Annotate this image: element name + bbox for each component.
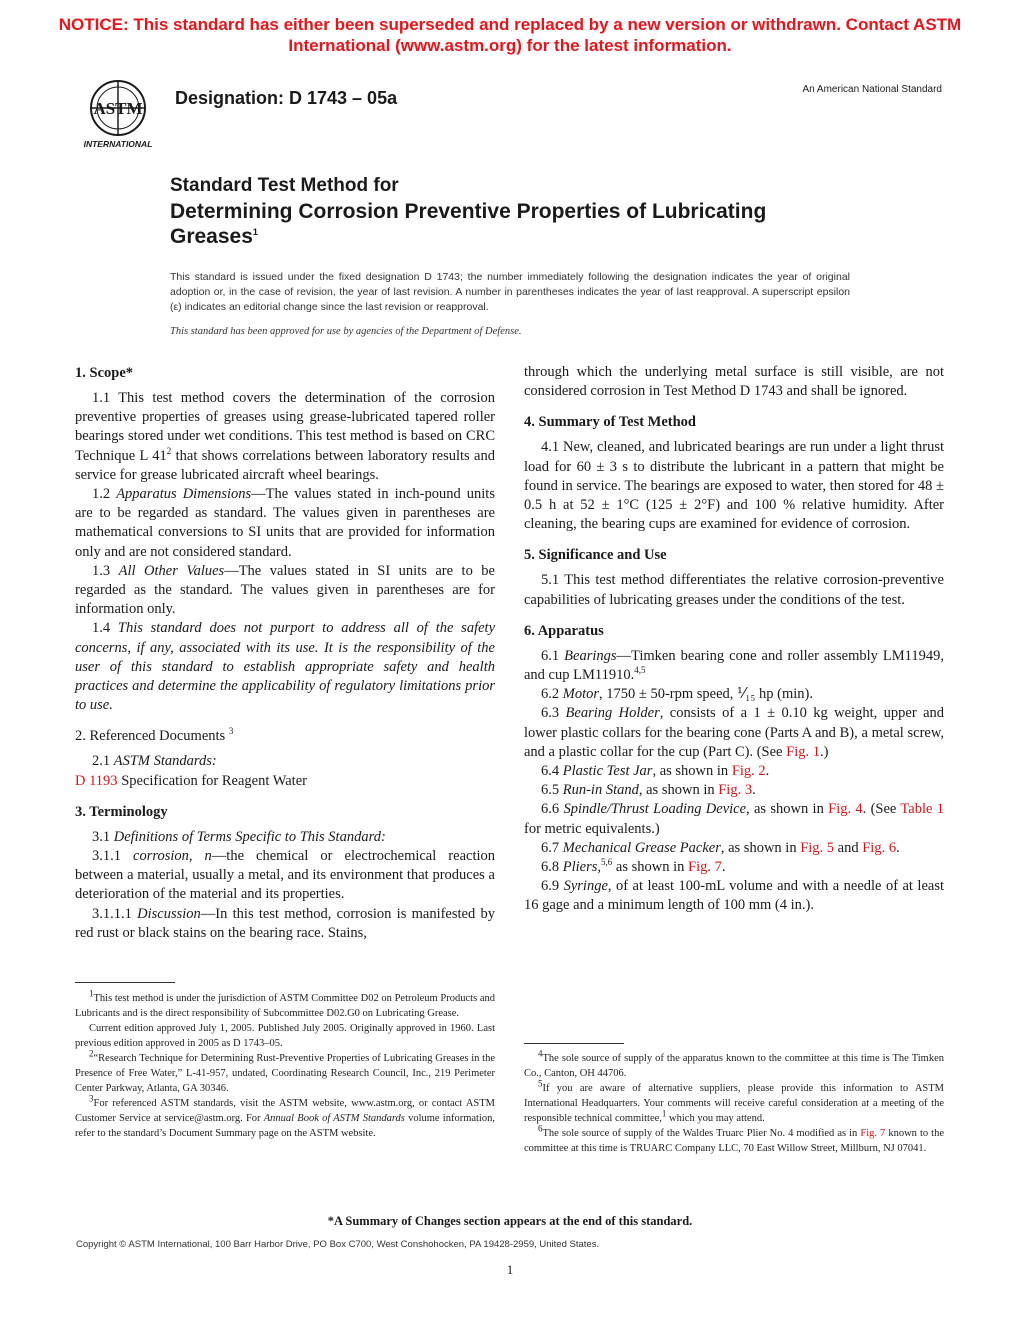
footnote-fig-7-link[interactable]: Fig. 7 <box>860 1128 886 1139</box>
section-1-heading: 1. Scope* <box>75 365 133 381</box>
section-4-heading: 4. Summary of Test Method <box>524 414 696 431</box>
title-line-1: Standard Test Method for <box>170 175 399 196</box>
fig-7-link[interactable]: Fig. 7 <box>688 859 722 876</box>
fig-6-link[interactable]: Fig. 6 <box>862 839 897 856</box>
footnote-rule-left <box>75 982 175 983</box>
notice-line-1: NOTICE: This standard has either been superseded and replaced by a new version or withdrawn. Contact ASTM <box>58 15 962 34</box>
reference-d1193: D 1193 Specification for Reagent Water <box>75 772 307 789</box>
para-6-9: 6.9 Syringe, of at least 100-mL volume and with a needle of at least 16 gage and a minimum length of 100 mm (4 in.). <box>524 878 944 914</box>
para-6-5: 6.5 Run-in Stand, as shown in Fig. 3. <box>541 782 756 799</box>
notice-banner <box>40 14 980 56</box>
para-6-3: 6.3 Bearing Holder, consists of a 1 ± 0.10 kg weight, upper and lower plastic collars for the bearing cone (Parts A and B), a metal screw, and a plastic collar for the cup (Part C). (See Fig. 1.) <box>524 705 945 760</box>
logo-subtext: INTERNATIONAL <box>83 139 153 149</box>
footnote-rule-right <box>524 1043 624 1044</box>
para-3-1-1: 3.1.1 corrosion, n—the chemical or electrochemical reaction between a material, usually a metal, and its environment that produces a deterioration of the material and its properties. <box>75 848 495 903</box>
fig-4-link[interactable]: Fig. 4 <box>828 801 863 818</box>
section-5-heading: 5. Significance and Use <box>524 547 667 564</box>
national-standard-label: An American National Standard <box>802 84 942 95</box>
para-3-1: 3.1 Definitions of Terms Specific to This Standard: <box>92 828 386 845</box>
footnote-6: $^6$The sole source of supply of the Waldes Truarc Plier No. 4 modified as in Fig. 7 known to the committee at this time is TRUARC Company LLC, 70 East Willow Street, Millburn, NJ 07041. <box>524 1123 945 1154</box>
notice-line-2: International (www.astm.org) for the latest information. <box>288 36 732 55</box>
para-6-1: 6.1 Bearings—Timken bearing cone and roller assembly LM11949, and cup LM11910.$^{4,5}$ <box>524 647 945 684</box>
right-column <box>524 363 944 916</box>
para-5-1: 5.1 This test method differentiates the relative corrosion-preventive capabilities of lubricating greases under the conditions of the test. <box>524 572 944 608</box>
footnote-5: $^5$If you are aware of alternative suppliers, please provide this information to ASTM International Headquarters. Your comments will receive careful consideration at a meeting of the responsible technical committee,$^1$ which you may attend. <box>524 1078 944 1124</box>
copyright: Copyright © ASTM International, 100 Barr Harbor Drive, PO Box C700, West Conshohocken, PA 19428-2959, United States. <box>76 1239 600 1250</box>
para-3-1-1-1: 3.1.1.1 Discussion—In this test method, corrosion is manifested by red rust or black stains on the bearing race. Stains, <box>75 905 495 941</box>
fig-5-link[interactable]: Fig. 5 <box>800 839 835 856</box>
footnote-1b: Current edition approved July 1, 2005. Published July 2005. Originally approved in 1960. Last previous edition approved in 2005 as D 1743–05. <box>75 1023 495 1049</box>
title-line-3: Greases <box>170 225 253 248</box>
footnote-4: $^4$The sole source of supply of the apparatus known to the committee at this time is The Timken Co., Canton, OH 44706. <box>524 1048 944 1079</box>
para-2-1: 2.1 ASTM Standards: <box>92 753 217 770</box>
footnotes-right <box>524 1048 945 1156</box>
logo-text: ASTM <box>93 99 143 118</box>
title-line-2: Determining Corrosion Preventive Properties of Lubricating <box>170 200 767 223</box>
section-2-heading: 2. Referenced Documents $^3$ <box>75 726 234 745</box>
para-1-3: 1.3 All Other Values—The values stated in SI units are to be regarded as the standard. The values given in parentheses are for information only. <box>75 562 495 618</box>
designation: Designation: D 1743 – 05a <box>175 88 398 108</box>
astm-logo <box>76 78 160 150</box>
para-1-1: 1.1 This test method covers the determination of the corrosion preventive properties of greases using grease-lubricated tapered roller bearings stored under wet conditions. This test method is based on CRC Technique L $41^2$ that shows correlations between laboratory results and service for grease lubricated aircraft wheel bearings. <box>75 390 495 483</box>
left-column <box>75 364 495 943</box>
title-footnote-ref[interactable]: 1 <box>252 227 258 237</box>
footnote-2: $^2$“Research Technique for Determining Rust-Preventive Properties of Lubricating Greases in the Presence of Free Water,” L-41-957, undated, Coordinating Research Council, Inc., 219 Perimeter Center Parkway, Atlanta, GA 30346. <box>75 1048 495 1094</box>
para-6-7: 6.7 Mechanical Grease Packer, as shown in Fig. 5 and Fig. 6. <box>541 839 900 856</box>
para-6-4: 6.4 Plastic Test Jar, as shown in Fig. 2. <box>541 763 770 780</box>
page-number: 1 <box>506 1262 514 1277</box>
fig-2-link[interactable]: Fig. 2 <box>731 763 766 780</box>
para-6-2: 6.2 Motor, 1750 ± 50-rpm speed, ⅟₁₅ hp (min). <box>541 686 813 703</box>
section-6-heading: 6. Apparatus <box>524 622 604 639</box>
footnote-1: $^1$This test method is under the jurisdiction of ASTM Committee D02 on Petroleum Products and Lubricants and is the direct responsibility of Subcommittee D02.G0 on Lubricating Grease. <box>75 988 495 1019</box>
para-6-8: 6.8 Pliers,$^{5,6}$ as shown in Fig. 7. <box>541 857 726 876</box>
para-6-6: 6.6 Spindle/Thrust Loading Device, as shown in Fig. 4. (See Table 1 for metric equivalents.) <box>524 801 944 837</box>
d1193-link[interactable]: D 1193 <box>75 772 118 789</box>
dod-note: This standard has been approved for use by agencies of the Department of Defense. <box>170 326 522 337</box>
discussion-continued: through which the underlying metal surface is still visible, are not considered corrosion in Test Method D 1743 and shall be ignored. <box>524 364 944 400</box>
section-3-heading: 3. Terminology <box>75 803 168 820</box>
para-1-4: 1.4 This standard does not purport to address all of the safety concerns, if any, associated with its use. It is the responsibility of the user of this standard to establish appropriate safety and health practices and determine the applicability of regulatory limitations prior to use. <box>75 620 496 714</box>
footnotes-left <box>75 988 495 1141</box>
footnote-3: $^3$For referenced ASTM standards, visit the ASTM website, www.astm.org, or contact ASTM Customer Service at service@astm.org. For Annual Book of ASTM Standards volume information, refer to the standard’s Document Summary page on the ASTM website. <box>75 1093 495 1139</box>
para-1-2: 1.2 Apparatus Dimensions—The values stated in inch-pound units are to be regarded as standard. The values given in parentheses are mathematical conversions to SI units that are provided for information only and are not considered standard. <box>75 486 495 560</box>
table-1-link[interactable]: Table 1 <box>900 801 944 818</box>
document-title <box>170 199 870 249</box>
issued-note: This standard is issued under the fixed designation D 1743; the number immediately following the designation indicates the year of original adoption or, in the case of revision, the year of last revision. A number in parentheses indicates the year of last reapproval. A superscript epsilon (ε) indicates an editorial change since the last revision or reapproval. <box>170 271 850 313</box>
para-4-1: 4.1 New, cleaned, and lubricated bearings are run under a light thrust load for 60 ± 3 s to distribute the lubricant in a pattern that might be found in service. The bearings are exposed to water, then stored for 48 ± 0.5 h at 52 ± 1°C (125 ± 2°F) and 100 % relative humidity. After cleaning, the bearing cups are examined for evidence of corrosion. <box>524 439 944 533</box>
summary-of-changes-note: *A Summary of Changes section appears at the end of this standard. <box>327 1214 693 1228</box>
fig-3-link[interactable]: Fig. 3 <box>718 782 753 799</box>
fig-1-link[interactable]: Fig. 1 <box>786 743 820 760</box>
